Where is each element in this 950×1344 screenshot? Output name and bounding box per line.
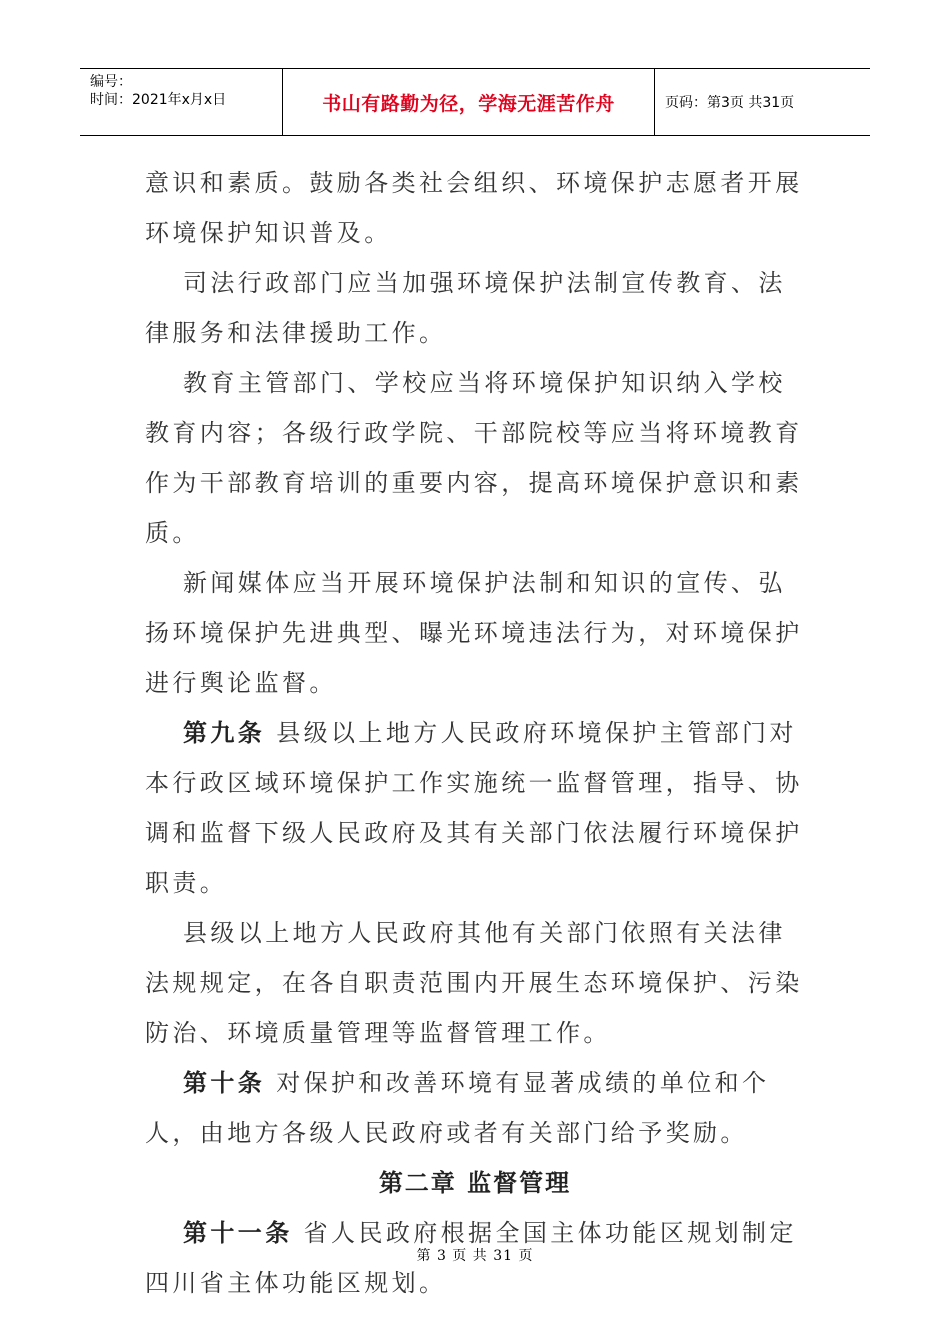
document-time-label: 时间：2021年x月x日 (90, 92, 227, 108)
article-text: 对保护和改善环境有显著成绩的单位和个人，由地方各级人民政府或者有关部门给予奖励。 (145, 1069, 770, 1147)
article-number: 第十一条 (183, 1218, 293, 1247)
paragraph: 司法行政部门应当加强环境保护法制宣传教育、法律服务和法律援助工作。 (145, 269, 786, 347)
article-10 (145, 1058, 805, 1158)
header-meta-cell (80, 69, 283, 135)
page-header (80, 68, 870, 136)
header-motto: 书山有路勤为径，学海无涯苦作舟 (283, 69, 655, 135)
article-9 (145, 708, 805, 908)
article-number: 第九条 (183, 718, 266, 747)
page-footer: 第 3 页 共 31 页 (416, 1248, 534, 1264)
document-number-label: 编号： (90, 74, 132, 90)
paragraph: 教育主管部门、学校应当将环境保护知识纳入学校教育内容；各级行政学院、干部院校等应当将环境教育作为干部教育培训的重要内容，提高环境保护意识和素质。 (145, 369, 803, 547)
document-body (145, 158, 805, 1308)
article-text: 省人民政府根据全国主体功能区规划制定四川省主体功能区规划。 (145, 1219, 797, 1297)
paragraph: 意识和素质。鼓励各类社会组织、环境保护志愿者开展环境保护知识普及。 (145, 169, 803, 247)
paragraph: 县级以上地方人民政府其他有关部门依照有关法律法规规定，在各自职责范围内开展生态环境保护、污染防治、环境质量管理等监督管理工作。 (145, 919, 803, 1047)
chapter-heading: 第二章 监督管理 (378, 1168, 572, 1197)
paragraph: 新闻媒体应当开展环境保护法制和知识的宣传、弘扬环境保护先进典型、曝光环境违法行为，对环境保护进行舆论监督。 (145, 569, 803, 697)
header-page-info: 页码：第3页 共31页 (665, 95, 795, 111)
article-number: 第十条 (183, 1068, 266, 1097)
article-text: 县级以上地方人民政府环境保护主管部门对本行政区域环境保护工作实施统一监督管理，指导、协调和监督下级人民政府及其有关部门依法履行环境保护职责。 (145, 719, 803, 897)
